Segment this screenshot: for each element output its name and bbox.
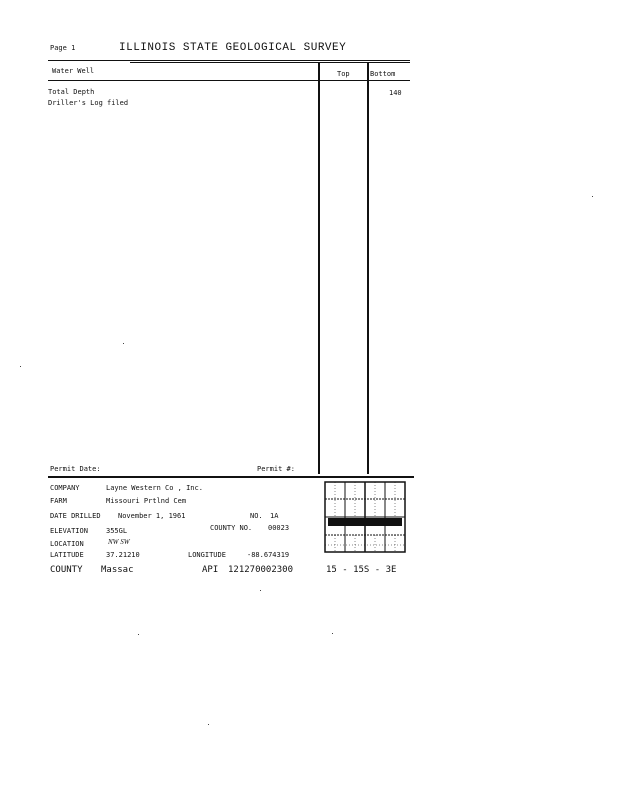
county-value: Massac <box>101 565 134 575</box>
section-location-grid <box>324 481 408 555</box>
table-header-rule <box>48 80 410 81</box>
scan-speck <box>138 634 139 635</box>
scan-speck <box>260 590 261 591</box>
county-no-value: 00023 <box>268 524 290 532</box>
location-label: LOCATION <box>50 540 84 548</box>
scan-speck <box>208 724 209 725</box>
scan-speck <box>592 196 593 197</box>
api-label: API <box>202 565 219 575</box>
column-divider-left <box>318 62 320 474</box>
latitude-label: LATITUDE <box>50 551 84 559</box>
elevation-value: 355GL <box>106 527 128 535</box>
date-drilled-value: November 1, 1961 <box>118 512 186 520</box>
company-value: Layne Western Co , Inc. <box>106 484 203 492</box>
company-label: COMPANY <box>50 484 80 492</box>
page-label: Page 1 <box>50 44 76 52</box>
permit-date-label: Permit Date: <box>50 465 101 473</box>
longitude-value: -88.674319 <box>247 551 290 559</box>
column-divider-right <box>367 62 369 474</box>
date-drilled-label: DATE DRILLED <box>50 512 101 520</box>
log-row-bottom-value: 140 <box>389 89 402 97</box>
scan-speck <box>123 343 124 344</box>
page-title: ILLINOIS STATE GEOLOGICAL SURVEY <box>119 42 347 54</box>
farm-label: FARM <box>50 497 67 505</box>
elevation-label: ELEVATION <box>50 527 88 535</box>
well-type: Water Well <box>52 67 95 75</box>
scan-speck <box>332 633 333 634</box>
log-row-label: Total Depth <box>48 88 95 96</box>
header-rule-1 <box>48 60 410 61</box>
well-number-label: NO. <box>250 512 263 520</box>
county-label: COUNTY <box>50 565 83 575</box>
scan-speck <box>20 366 21 367</box>
well-number-value: 1A <box>270 512 279 520</box>
longitude-label: LONGITUDE <box>188 551 226 559</box>
permit-rule <box>48 476 414 478</box>
permit-number-label: Permit #: <box>257 465 295 473</box>
farm-value: Missouri Prtlnd Cem <box>106 497 187 505</box>
latitude-value: 37.21210 <box>106 551 140 559</box>
location-value: NW SW <box>108 538 130 546</box>
api-value: 121270002300 <box>228 565 294 575</box>
column-top-header: Top <box>337 70 350 78</box>
township-range: 15 - 15S - 3E <box>326 565 397 575</box>
county-no-label: COUNTY NO. <box>210 524 253 532</box>
log-row-label: Driller's Log filed <box>48 99 129 107</box>
column-bottom-header: Bottom <box>370 70 396 78</box>
